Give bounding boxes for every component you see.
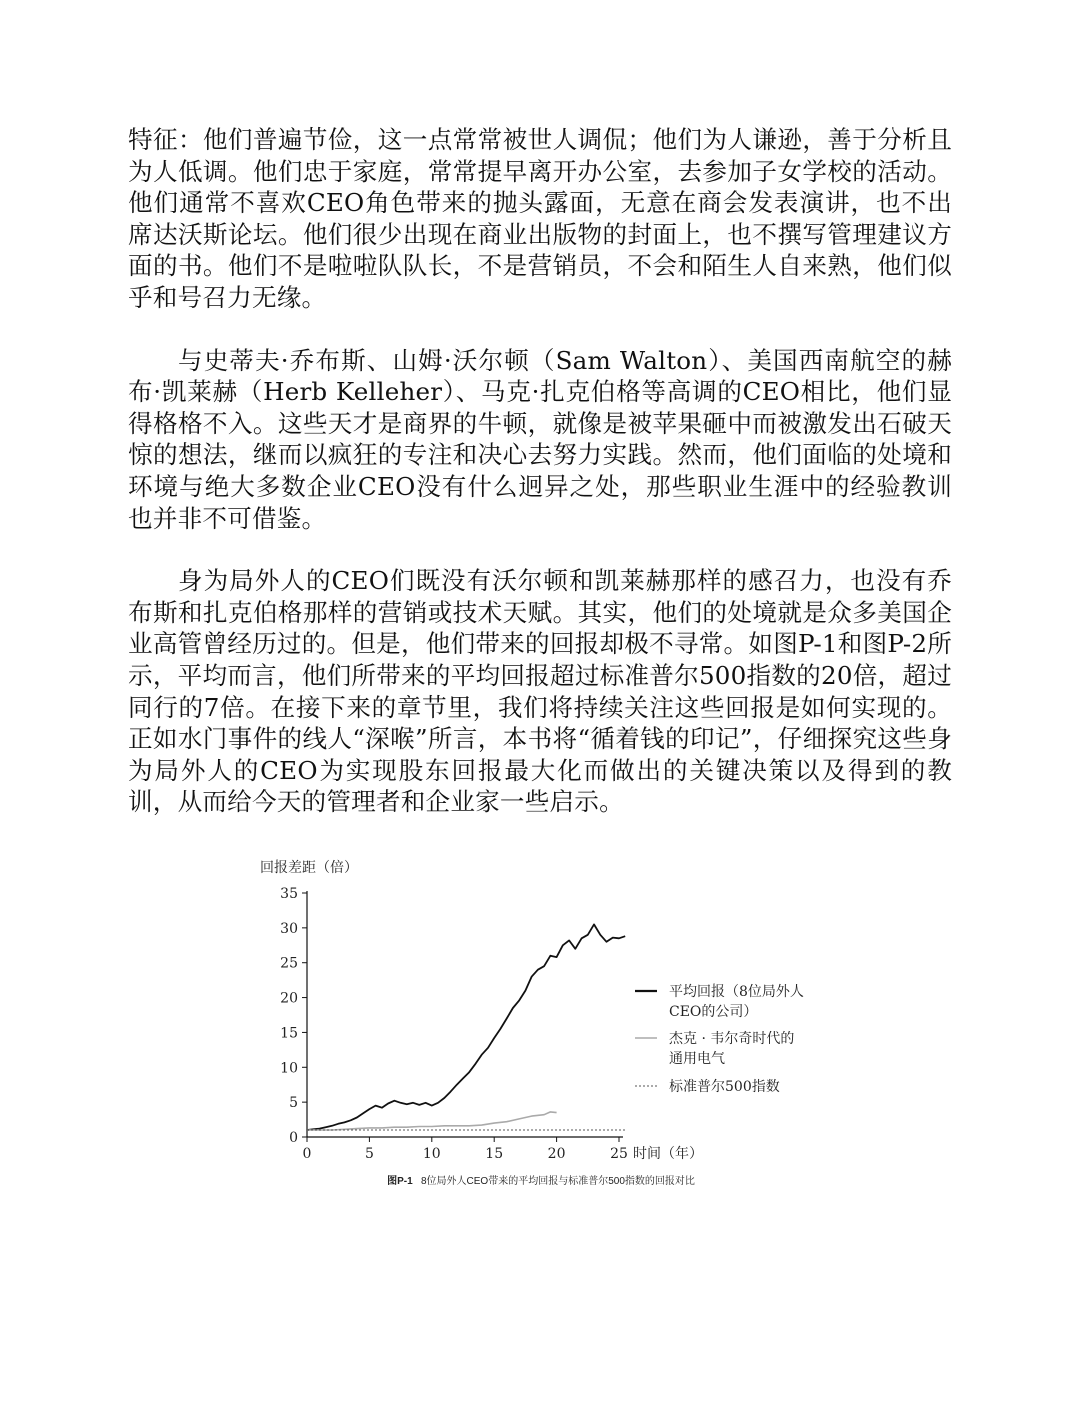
legend-ge-label-line2: 通用电气 bbox=[669, 1051, 725, 1067]
y-tick-label: 30 bbox=[280, 920, 298, 937]
y-tick-label: 20 bbox=[280, 990, 298, 1007]
legend-average-label-line2: CEO的公司） bbox=[669, 1004, 758, 1020]
y-tick-label: 35 bbox=[280, 886, 298, 902]
x-tick-label: 10 bbox=[422, 1146, 441, 1162]
y-tick-label: 10 bbox=[280, 1060, 298, 1077]
caption-label: 图P-1 bbox=[387, 1176, 413, 1187]
line-chart bbox=[250, 850, 850, 1170]
figure-p1 bbox=[250, 850, 850, 1195]
legend-sp500-label-line1: 标准普尔500指数 bbox=[669, 1079, 780, 1095]
y-tick-label: 0 bbox=[289, 1130, 298, 1146]
series-average-return-line bbox=[307, 924, 625, 1130]
series-ge-line bbox=[307, 1112, 557, 1130]
paragraph-2: 与史蒂夫·乔布斯、山姆·沃尔顿（Sam Walton）、美国西南航空的赫布·凯莱赫（Herb Kelleher）、马克·扎克伯格等高调的CEO相比，他们显得格格不入。这些天才是商界的牛顿，就像是被苹果砸中而被激发出石破天惊的想法，继而以疯狂的专注和决心去努力实践。然而，他们面临的处境和环境与绝大多数企业CEO没有什么迥异之处，那些职业生涯中的经验教训也并非不可借鉴。 bbox=[128, 345, 952, 533]
caption-text: 8位局外人CEO带来的平均回报与标准普尔500指数的回报对比 bbox=[420, 1176, 695, 1187]
legend-average-label-line1: 平均回报（8位局外人 bbox=[669, 984, 804, 1000]
x-tick-label: 5 bbox=[364, 1146, 374, 1162]
paragraph-3: 身为局外人的CEO们既没有沃尔顿和凯莱赫那样的感召力，也没有乔布斯和扎克伯格那样的营销或技术天赋。其实，他们的处境就是众多美国企业高管曾经历过的。但是，他们带来的回报却极不寻常。如图P-1和图P-2所示，平均而言，他们所带来的平均回报超过标准普尔500指数的20倍，超过同行的7倍。在接下来的章节里，我们将持续关注这些回报是如何实现的。正如水门事件的线人“深喉”所言，本书将“循着钱的印记”，仔细探究这些身为局外人的CEO为实现股东回报最大化而做出的关键决策以及得到的教训，从而给今天的管理者和企业家一些启示。 bbox=[128, 566, 952, 817]
y-axis-label: 回报差距（倍） bbox=[260, 860, 358, 876]
x-tick-label: 25 bbox=[610, 1146, 628, 1162]
y-tick-label: 15 bbox=[280, 1025, 298, 1042]
x-tick-label: 15 bbox=[485, 1146, 504, 1162]
x-axis-label: 时间（年） bbox=[633, 1146, 703, 1162]
y-tick-label: 25 bbox=[280, 955, 298, 972]
figure-caption bbox=[250, 1172, 832, 1187]
x-tick-label: 0 bbox=[302, 1146, 312, 1162]
legend-ge-label-line1: 杰克 · 韦尔奇时代的 bbox=[669, 1031, 795, 1047]
y-tick-label: 5 bbox=[289, 1095, 298, 1112]
x-tick-label: 20 bbox=[547, 1146, 566, 1162]
paragraph-1: 特征：他们普遍节俭，这一点常常被世人调侃；他们为人谦逊，善于分析且为人低调。他们忠于家庭，常常提早离开办公室，去参加子女学校的活动。他们通常不喜欢CEO角色带来的抛头露面，无意在商会发表演讲，也不出席达沃斯论坛。他们很少出现在商业出版物的封面上，也不撰写管理建议方面的书。他们不是啦啦队队长，不是营销员，不会和陌生人自来熟，他们似乎和号召力无缘。 bbox=[128, 125, 952, 312]
page-body bbox=[128, 124, 952, 818]
